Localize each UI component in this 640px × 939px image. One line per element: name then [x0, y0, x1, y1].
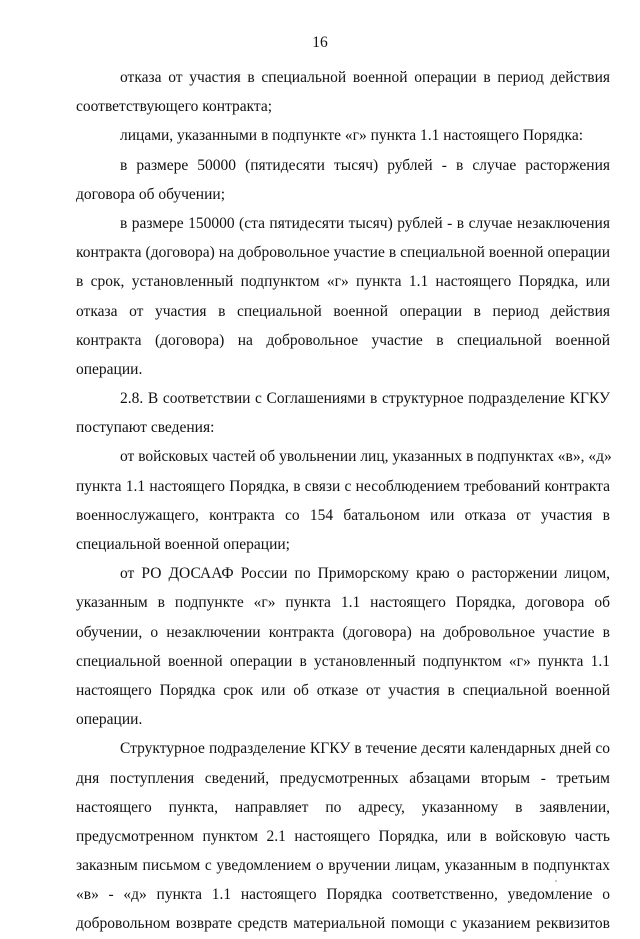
text-line: пункта 1.1 настоящего Порядка, в связи с несоблюдением требований контракта: [76, 477, 610, 495]
text-line: контракта (договора) на добровольное участие в специальной военной операции: [76, 244, 610, 262]
text-line: заказным письмом с уведомлением о вручении лицам, указанным в подпунктах: [76, 857, 610, 875]
paragraph: [76, 559, 610, 734]
text-line: настоящего Порядка срок или об отказе от участия в специальной военной: [76, 681, 610, 699]
paragraph: [76, 151, 610, 209]
text-line: операции.: [76, 711, 143, 729]
text-line: операции.: [76, 360, 143, 378]
paragraph: [76, 63, 610, 121]
text-line: указанным в подпункте «г» пункта 1.1 настоящего Порядка, договора об: [76, 594, 610, 612]
text-line: предусмотренном пунктом 2.1 настоящего Порядка, или в войсковую часть: [76, 827, 610, 845]
text-line: «в» - «д» пункта 1.1 настоящего Порядка соответственно, уведомление о: [76, 886, 610, 904]
paragraph: [76, 442, 610, 559]
page-number: 16: [312, 34, 328, 51]
text-line: лицами, указанными в подпункте «г» пункта 1.1 настоящего Порядка:: [120, 127, 584, 145]
text-line: настоящего пункта, направляет по адресу, указанному в заявлении,: [76, 798, 610, 816]
text-line: военнослужащего, контракта со 154 батальоном или отказа от участия в: [76, 506, 610, 524]
text-line: добровольном возврате средств материальной помощи с указанием реквизитов: [76, 915, 610, 933]
text-line: в размере 150000 (ста пятидесяти тысяч) рублей - в случае незаключения: [120, 214, 610, 232]
scan-speck: [555, 880, 557, 882]
text-line: в размере 50000 (пятидесяти тысяч) рублей - в случае расторжения: [120, 156, 610, 174]
text-line: специальной военной операции в установленный подпунктом «г» пункта 1.1: [76, 652, 610, 670]
text-line: в срок, установленный подпунктом «г» пункта 1.1 настоящего Порядка, или: [76, 273, 610, 291]
text-line: 2.8. В соответствии с Соглашениями в структурное подразделение КГКУ: [120, 390, 610, 408]
text-line: отказа от участия в специальной военной операции в период действия: [120, 69, 610, 86]
text-line: договора об обучении;: [76, 185, 225, 203]
text-line: соответствующего контракта;: [76, 98, 273, 116]
text-line: поступают сведения:: [76, 419, 215, 437]
text-line: от РО ДОСААФ России по Приморскому краю о расторжении лицом,: [120, 565, 610, 583]
paragraph: [76, 734, 610, 938]
paragraph: [76, 209, 610, 384]
text-line: специальной военной операции;: [76, 536, 290, 553]
text-line: отказа от участия в специальной военной операции в период действия: [76, 302, 610, 320]
text-line: от войсковых частей об увольнении лиц, указанных в подпунктах «в», «д»: [120, 448, 612, 466]
text-line: дня поступления сведений, предусмотренных абзацами вторым - третьим: [76, 769, 610, 787]
text-line: Структурное подразделение КГКУ в течение десяти календарных дней со: [120, 740, 610, 758]
text-line: контракта (договора) на добровольное участие в специальной военной: [76, 331, 610, 349]
document-body: [76, 63, 610, 939]
text-line: обучении, о незаключении контракта (договора) на добровольное участие в: [76, 623, 610, 641]
paragraph: [76, 121, 610, 150]
paragraph: [76, 384, 610, 442]
